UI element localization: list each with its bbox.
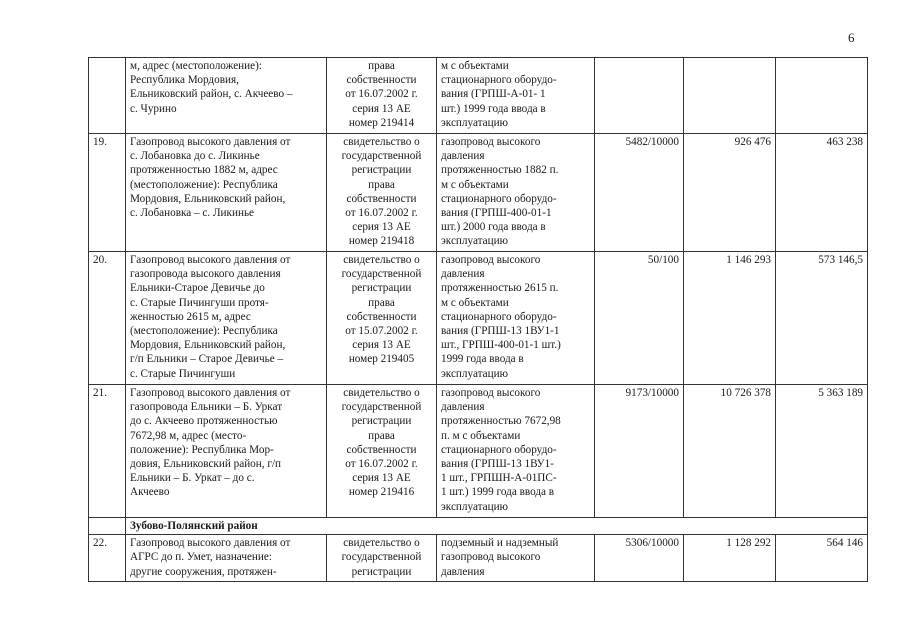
object-description: Газопровод высокого давления от газопровода Ельники – Б. Уркат до с. Акчеево протяженностью 7672,98 м, адрес (место- положение): Республика Мор- довия, Ельниковский район, г/п Ельники – Б. Уркат – до с. Акчеево	[126, 385, 327, 518]
object-description: Газопровод высокого давления от АГРС до п. Умет, назначение: другие сооружения, протяжен-	[126, 535, 327, 582]
row-number	[89, 58, 126, 134]
share-fraction: 5306/10000	[595, 535, 684, 582]
object-characteristics: подземный и надземный газопровод высокого давления	[437, 535, 595, 582]
row-number: 22.	[89, 535, 126, 582]
table-row	[89, 385, 868, 518]
region-header-row	[89, 518, 868, 535]
share-fraction: 50/100	[595, 252, 684, 385]
object-characteristics: газопровод высокого давления протяженностью 2615 п. м с объектами стационарного оборудо- вания (ГРПШ-13 1ВУ1-1 шт., ГРПШ-400-01-1 шт.) 1999 года ввода в эксплуатацию	[437, 252, 595, 385]
total-value: 1 128 292	[684, 535, 776, 582]
table-row	[89, 252, 868, 385]
property-table	[88, 57, 868, 582]
page-number: 6	[848, 30, 855, 45]
table-row	[89, 134, 868, 252]
object-characteristics: газопровод высокого давления протяженностью 7672,98 п. м с объектами стационарного оборудо- вания (ГРПШ-13 1ВУ1- 1 шт., ГРПШН-А-01ПС- 1 шт.) 1999 года ввода в эксплуатацию	[437, 385, 595, 518]
object-description: м, адрес (местоположение): Республика Мордовия, Ельниковский район, с. Акчеево – с. Чурино	[126, 58, 327, 134]
share-fraction: 5482/10000	[595, 134, 684, 252]
registration-certificate: свидетельство о государственной регистрации	[327, 535, 437, 582]
region-name: Зубово-Полянский район	[126, 518, 868, 535]
share-fraction: 9173/10000	[595, 385, 684, 518]
row-number: 19.	[89, 134, 126, 252]
table-row	[89, 58, 868, 134]
total-value: 10 726 378	[684, 385, 776, 518]
total-value: 1 146 293	[684, 252, 776, 385]
registration-certificate: свидетельство о государственной регистрации права собственности от 16.07.2002 г. серия 13 АЕ номер 219418	[327, 134, 437, 252]
share-value: 573 146,5	[776, 252, 868, 385]
share-value: 564 146	[776, 535, 868, 582]
region-number-cell	[89, 518, 126, 535]
row-number: 21.	[89, 385, 126, 518]
share-value	[776, 58, 868, 134]
registration-certificate: свидетельство о государственной регистрации права собственности от 15.07.2002 г. серия 13 АЕ номер 219405	[327, 252, 437, 385]
share-fraction	[595, 58, 684, 134]
object-characteristics: газопровод высокого давления протяженностью 1882 п. м с объектами стационарного оборудо- вания (ГРПШ-400-01-1 шт.) 2000 года ввода в эксплуатацию	[437, 134, 595, 252]
total-value	[684, 58, 776, 134]
registration-certificate: права собственности от 16.07.2002 г. серия 13 АЕ номер 219414	[327, 58, 437, 134]
object-description: Газопровод высокого давления от с. Лобановка до с. Ликинье протяженностью 1882 м, адрес (местоположение): Республика Мордовия, Ельниковский район, с. Лобановка – с. Ликинье	[126, 134, 327, 252]
table-row	[89, 535, 868, 582]
row-number: 20.	[89, 252, 126, 385]
registration-certificate: свидетельство о государственной регистрации права собственности от 16.07.2002 г. серия 13 АЕ номер 219416	[327, 385, 437, 518]
share-value: 5 363 189	[776, 385, 868, 518]
share-value: 463 238	[776, 134, 868, 252]
object-characteristics: м с объектами стационарного оборудо- вания (ГРПШ-А-01- 1 шт.) 1999 года ввода в эксплуатацию	[437, 58, 595, 134]
object-description: Газопровод высокого давления от газопровода высокого давления Ельники-Старое Девичье до с. Старые Пичингуши протя- женностью 2615 м, адрес (местоположение): Республика Мордовия, Ельниковский район, г/п Ельники – Старое Девичье – с. Старые Пичингуши	[126, 252, 327, 385]
total-value: 926 476	[684, 134, 776, 252]
